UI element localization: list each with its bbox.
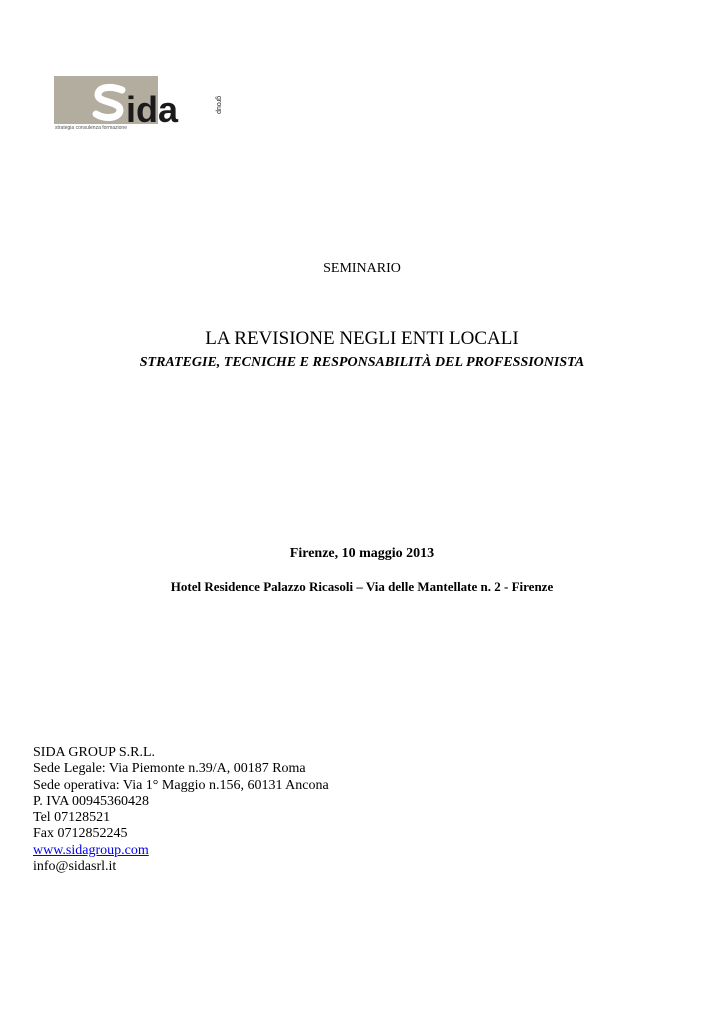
sida-logo — [54, 76, 224, 130]
legal-office: Sede Legale: Via Piemonte n.39/A, 00187 Roma — [33, 761, 306, 777]
event-date: Firenze, 10 maggio 2013 — [289, 546, 435, 561]
logo-tagline: strategia consulenza formazione — [55, 125, 127, 130]
logo-brand-text: ida — [126, 89, 179, 130]
company-name: SIDA GROUP S.R.L. — [33, 745, 156, 760]
seminar-label: SEMINARIO — [323, 261, 401, 276]
sida-logo-graphic — [54, 76, 224, 130]
website-link[interactable]: www.sidagroup.com — [33, 842, 149, 858]
contact-block — [33, 745, 329, 875]
email-address: info@sidasrl.it — [33, 859, 117, 875]
page-title: LA REVISIONE NEGLI ENTI LOCALI — [205, 328, 519, 349]
vat-number: P. IVA 00945360428 — [33, 793, 150, 809]
logo-group-text: group — [215, 96, 222, 114]
fax: Fax 0712852245 — [33, 826, 128, 842]
page-subtitle: STRATEGIE, TECNICHE E RESPONSABILITÀ DEL PROFESSIONISTA — [139, 355, 585, 370]
operating-office: Sede operativa: Via 1° Maggio n.156, 60131 Ancona — [33, 777, 329, 793]
telephone: Tel 07128521 — [33, 810, 111, 826]
event-venue: Hotel Residence Palazzo Ricasoli – Via delle Mantellate n. 2 - Firenze — [170, 579, 554, 594]
